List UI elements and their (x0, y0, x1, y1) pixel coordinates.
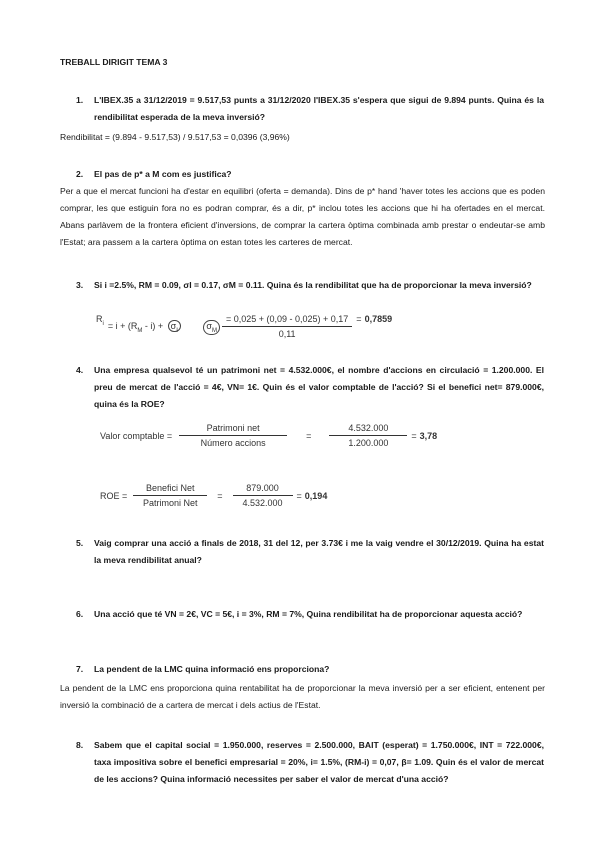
question-number: 5. (76, 538, 84, 548)
question-text: Vaig comprar una acció a finals de 2018, 31 del 12, per 3.73€ i me la vaig vendre el 30/12/2019. Quina ha estat la meva rendibilitat anual? (94, 538, 544, 565)
sigma-m: $\sigma_M$ (203, 320, 220, 335)
question-number: 8. (76, 740, 84, 750)
question-text: Una empresa qualsevol té un patrimoni net = 4.532.000€, el nombre d'accions en circulació = 1.200.000. El preu de mercat de l'acció = 4€, VN= 1€. Quin és el valor comptable de l'acció? Si el benefici net= 879.000€, quina és la ROE? (94, 365, 544, 409)
answer-7: La pendent de la LMC ens proporciona quina rentabilitat ha de proporcionar la meva inversió per a ser eficient, entenent per inversió la combinació de a cartera de mercat i dels actius de l'Estat. (60, 683, 545, 710)
question-text: La pendent de la LMC quina informació ens proporciona? (94, 664, 330, 674)
question-text: L'IBEX.35 a 31/12/2019 = 9.517,53 punts a 31/12/2020 l'IBEX.35 s'espera que sigui de 9.894 punts. Quina és la rendibilitat esperada de la meva inversió? (94, 95, 544, 122)
question-text: Sabem que el capital social = 1.950.000, reserves = 2.500.000, BAIT (esperat) = 1.750.000€, INT = 722.000€, taxa impositiva sobre el benefici empresarial = 20%, i= 1.5%, (RM-i) = 0,07, β= 1.09. Quin és el valor de mercat de les accions? Quina informació necessites per saber el valor de mercat d'una acció? (94, 740, 544, 784)
document-title: TREBALL DIRIGIT TEMA 3 (60, 57, 168, 67)
roe-result: 0,194 (304, 490, 328, 501)
question-number: 7. (76, 664, 84, 674)
question-number: 1. (76, 95, 84, 105)
question-number: 4. (76, 365, 84, 375)
question-text: El pas de p* a M com es justifica? (94, 169, 232, 179)
question-number: 2. (76, 169, 84, 179)
question-text: Si i =2.5%, RM = 0.09, σI = 0.17, σM = 0.11. Quina és la rendibilitat que ha de proporcionar la meva inversió? (94, 280, 532, 290)
sigma-i: $\sigma_I$ (168, 320, 181, 332)
question-text: Una acció que té VN = 2€, VC = 5€, i = 3%, RM = 7%, Quina rendibilitat ha de proporcionar aquesta acció? (94, 609, 523, 619)
formula-rhs: $\frac{= 0,025 + (0,09 - 0,025) + 0,17}{0,11}$ (222, 314, 352, 339)
answer-1: Rendibilitat = (9.894 - 9.517,53) / 9.517,53 = 0,0396 (3,96%) (60, 132, 290, 142)
answer-2: Per a que el mercat funcioni ha d'estar en equilibri (oferta = demanda). Dins de p* hand 'haver totes les accions que es poden comprar, les que estiguin fora no es podran comprar, és a dir, p* inclou totes les accions que hi ha ofertades en el mercat. Abans parlàvem de la frontera eficient d'inversions, de comprar la cartera òptima combinada amb prestar o endeutar-se amb l'Estat; ara passem a la cartera òptima on estan totes les carteres de mercat. (60, 186, 545, 247)
formula-q3: $R_i$ = $i + (R_M - i) + \sigma_I$ $\sigma_M$ $\frac{= 0,025 + (0,09 - 0,025) + 0,17}{0,11}$ = 0,7859 (96, 314, 393, 339)
question-number: 3. (76, 280, 84, 290)
formula-capm: = $i + (R_M - i) + \sigma_I$ $\sigma_M$ (108, 314, 220, 335)
book-value-result: 3,78 (419, 430, 438, 441)
formula-result: 0,7859 (364, 314, 393, 324)
formula-book-value: Valor comptable = $\frac{\text{Patrimoni net}}{\text{Número accions}}$ = $\frac{4.532.000}{1.200.000}$ = 3,78 (100, 423, 438, 448)
formula-roe: ROE = $\frac{\text{Benefici Net}}{\text{Patrimoni Net}}$ = $\frac{879.000}{4.532.000}$ = 0,194 (100, 483, 328, 508)
formula-lhs: $R_i$ (96, 314, 104, 327)
question-number: 6. (76, 609, 84, 619)
